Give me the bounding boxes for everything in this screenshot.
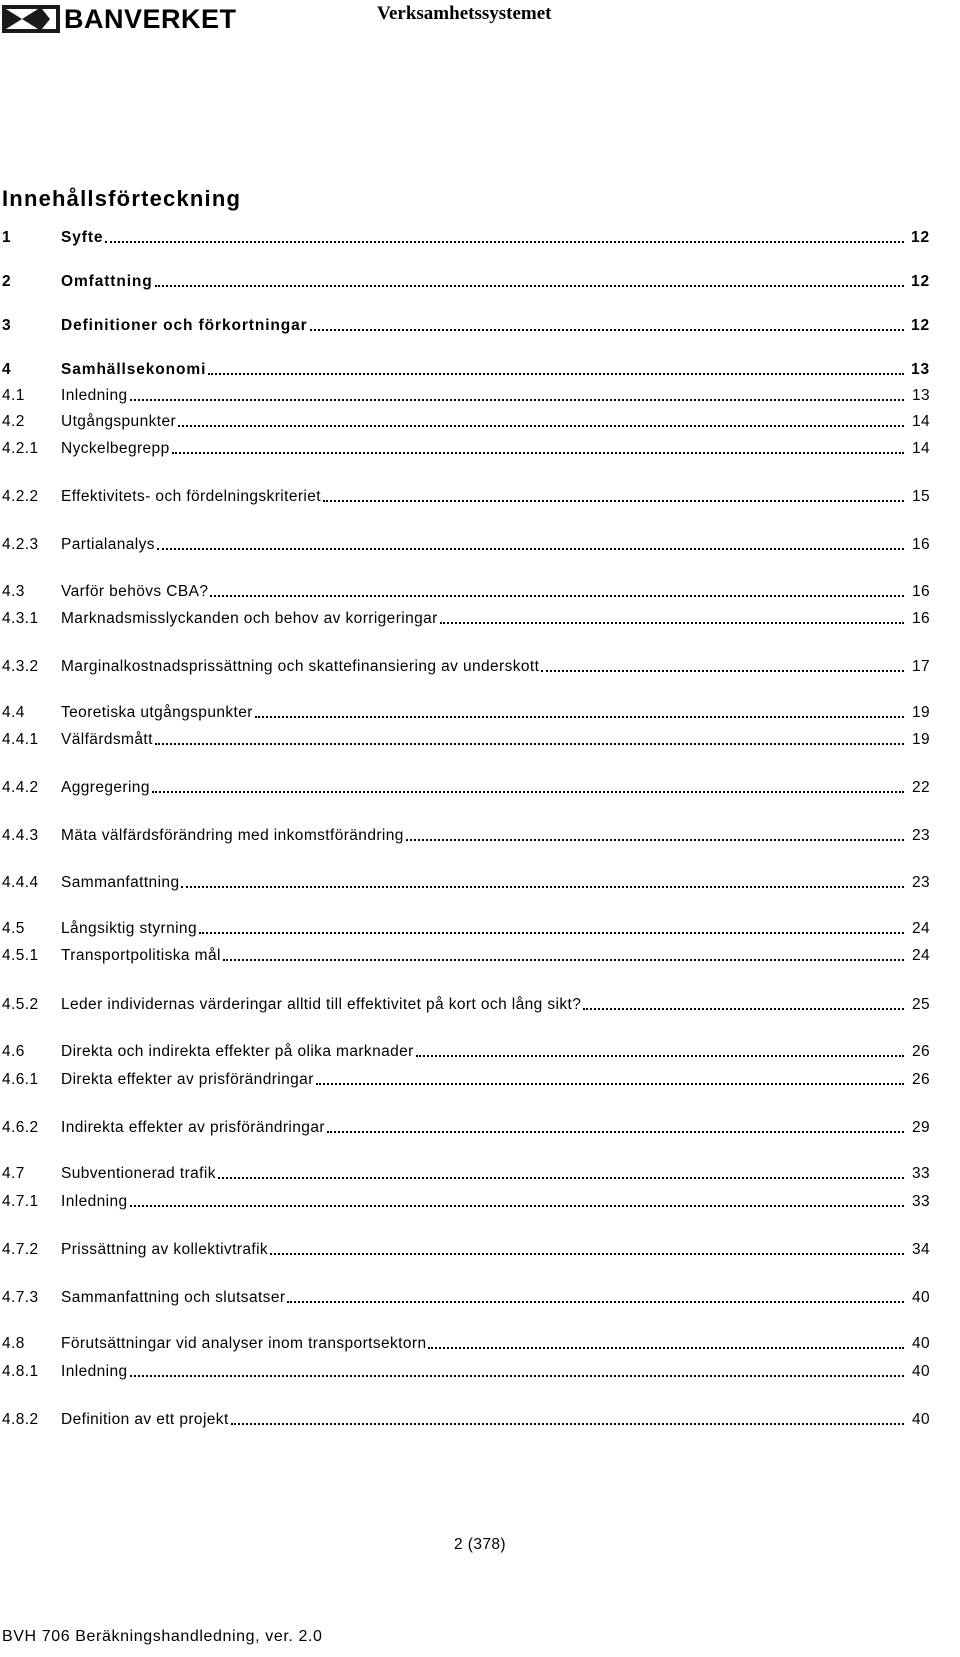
toc-dot-leader — [327, 1131, 904, 1133]
toc-entry-number: 4.6 — [2, 1043, 25, 1060]
toc-entry-title: Marginalkostnadsprissättning och skattefinansiering av underskott — [61, 658, 540, 675]
toc-entry-number: 4.6.1 — [2, 1071, 39, 1088]
toc-entry[interactable] — [2, 1332, 930, 1354]
toc-entry-title: Aggregering — [61, 779, 150, 796]
toc-entry-title: Transportpolitiska mål — [61, 947, 221, 964]
toc-entry-number: 4.2.2 — [2, 488, 39, 505]
toc-entry-page: 40 — [911, 1363, 930, 1380]
page-number: 2 (378) — [454, 1536, 506, 1553]
toc-entry-page: 12 — [910, 229, 930, 246]
toc-dot-leader — [316, 1083, 904, 1085]
toc-entry-title: Indirekta effekter av prisförändringar — [61, 1119, 325, 1136]
toc-entry-page: 13 — [911, 387, 930, 404]
toc-entry-number: 4 — [2, 361, 12, 378]
toc-entry-number: 4.7.3 — [2, 1289, 39, 1306]
toc-dot-leader — [583, 1008, 904, 1010]
toc-entry[interactable] — [2, 655, 930, 677]
toc-entry[interactable] — [2, 871, 930, 893]
document-footer: BVH 706 Beräkningshandledning, ver. 2.0 — [2, 1628, 323, 1645]
toc-dot-leader — [406, 839, 904, 841]
toc-entry[interactable] — [2, 580, 930, 602]
toc-entry-page: 16 — [911, 536, 930, 553]
toc-entry-title: Samhällsekonomi — [61, 361, 207, 378]
toc-entry-page: 15 — [911, 488, 930, 505]
toc-entry-title: Mäta välfärdsförändring med inkomstförändring — [61, 827, 404, 844]
toc-entry-page: 12 — [910, 273, 930, 290]
toc-entry-title: Varför behövs CBA? — [61, 583, 209, 600]
toc-dot-leader — [130, 1205, 904, 1207]
toc-entry-page: 22 — [911, 779, 930, 796]
toc-entry-title: Sammanfattning och slutsatser — [61, 1289, 286, 1306]
toc-dot-leader — [181, 886, 904, 888]
toc-entry-number: 4.7.1 — [2, 1193, 39, 1210]
toc-entry-number: 4.1 — [2, 387, 25, 404]
toc-entry-number: 4.7 — [2, 1165, 25, 1182]
toc-entry-page: 19 — [911, 731, 930, 748]
toc-entry-page: 26 — [911, 1071, 930, 1088]
toc-entry-title: Direkta effekter av prisförändringar — [61, 1071, 314, 1088]
toc-dot-leader — [130, 1375, 904, 1377]
toc-entry[interactable] — [2, 1116, 930, 1138]
toc-entry[interactable] — [2, 437, 930, 459]
toc-entry-title: Effektivitets- och fördelningskriteriet — [61, 488, 321, 505]
toc-entry-number: 4.4.1 — [2, 731, 39, 748]
toc-entry[interactable] — [2, 824, 930, 846]
toc-entry-number: 4.4 — [2, 704, 25, 721]
toc-entry-page: 40 — [911, 1411, 930, 1428]
toc-entry[interactable] — [2, 314, 930, 336]
toc-entry-number: 4.8 — [2, 1335, 25, 1352]
toc-heading: Innehållsförteckning — [2, 186, 242, 211]
toc-entry-title: Utgångspunkter — [61, 413, 177, 430]
toc-dot-leader — [208, 373, 904, 375]
toc-entry[interactable] — [2, 485, 930, 507]
toc-entry-number: 4.5.2 — [2, 996, 39, 1013]
banverket-logo-icon — [2, 3, 60, 35]
toc-entry-title: Omfattning — [61, 273, 153, 290]
toc-entry-number: 4.4.2 — [2, 779, 39, 796]
toc-dot-leader — [223, 959, 904, 961]
logo-text: BANVERKET — [64, 4, 237, 34]
toc-entry-page: 16 — [911, 583, 930, 600]
toc-entry-page: 40 — [911, 1335, 930, 1352]
toc-entry-page: 25 — [911, 996, 930, 1013]
toc-entry[interactable] — [2, 607, 930, 629]
toc-entry-title: Marknadsmisslyckanden och behov av korrigeringar — [61, 610, 438, 627]
toc-entry[interactable] — [2, 701, 930, 723]
toc-entry-title: Leder individernas värderingar alltid till effektivitet på kort och lång sikt? — [61, 996, 582, 1013]
toc-entry-page: 23 — [911, 827, 930, 844]
toc-entry[interactable] — [2, 410, 930, 432]
toc-entry-number: 4.2 — [2, 413, 25, 430]
toc-entry-title: Nyckelbegrepp — [61, 440, 170, 457]
toc-entry[interactable] — [2, 1286, 930, 1308]
toc-entry-title: Prissättning av kollektivtrafik — [61, 1241, 269, 1258]
toc-entry-page: 14 — [911, 413, 930, 430]
page-header — [0, 0, 960, 40]
toc-entry-number: 4.6.2 — [2, 1119, 39, 1136]
toc-entry-number: 4.8.1 — [2, 1363, 39, 1380]
toc-entry[interactable] — [2, 1162, 930, 1184]
toc-entry-page: 14 — [911, 440, 930, 457]
toc-dot-leader — [310, 329, 904, 331]
toc-entry-title: Direkta och indirekta effekter på olika marknader — [61, 1043, 414, 1060]
toc-dot-leader — [155, 743, 904, 745]
toc-entry-number: 4.8.2 — [2, 1411, 39, 1428]
toc-dot-leader — [218, 1177, 904, 1179]
toc-entry[interactable] — [2, 384, 930, 406]
toc-entry-page: 40 — [911, 1289, 930, 1306]
toc-entry-number: 3 — [2, 317, 12, 334]
toc-entry-page: 29 — [911, 1119, 930, 1136]
banverket-logo — [2, 2, 237, 36]
toc-dot-leader — [155, 285, 904, 287]
toc-entry[interactable] — [2, 270, 930, 292]
toc-dot-leader — [323, 500, 904, 502]
toc-entry[interactable] — [2, 917, 930, 939]
toc-entry-number: 4.3 — [2, 583, 25, 600]
toc-entry-number: 4.2.1 — [2, 440, 39, 457]
toc-entry-number: 4.4.3 — [2, 827, 39, 844]
toc-entry-title: Partialanalys — [61, 536, 155, 553]
toc-entry-page: 34 — [911, 1241, 930, 1258]
toc-entry-page: 17 — [911, 658, 930, 675]
toc-dot-leader — [255, 716, 904, 718]
toc-entry-title: Definitioner och förkortningar — [61, 317, 308, 334]
toc-entry-number: 4.3.2 — [2, 658, 39, 675]
toc-dot-leader — [130, 399, 904, 401]
toc-entry-title: Definition av ett projekt — [61, 1411, 229, 1428]
toc-dot-leader — [178, 425, 904, 427]
toc-dot-leader — [152, 791, 904, 793]
toc-dot-leader — [287, 1301, 904, 1303]
toc-entry-page: 19 — [911, 704, 930, 721]
toc-dot-leader — [157, 548, 904, 550]
toc-entry-page: 23 — [911, 874, 930, 891]
toc-entry-number: 4.2.3 — [2, 536, 39, 553]
toc-entry-title: Inledning — [61, 1193, 128, 1210]
toc-entry-page: 33 — [911, 1165, 930, 1182]
toc-entry-number: 1 — [2, 229, 12, 246]
toc-entry[interactable] — [2, 226, 930, 248]
toc-dot-leader — [440, 622, 904, 624]
toc-dot-leader — [428, 1347, 904, 1349]
toc-entry[interactable] — [2, 944, 930, 966]
toc-dot-leader — [172, 452, 904, 454]
toc-dot-leader — [210, 595, 904, 597]
toc-entry-page: 24 — [911, 920, 930, 937]
toc-entry-number: 4.3.1 — [2, 610, 39, 627]
toc-entry-title: Inledning — [61, 387, 128, 404]
toc-entry[interactable] — [2, 533, 930, 555]
toc-entry-page: 12 — [910, 317, 930, 334]
header-title: Verksamhetssystemet — [377, 3, 552, 24]
toc-entry-title: Inledning — [61, 1363, 128, 1380]
toc-entry-page: 24 — [911, 947, 930, 964]
toc-dot-leader — [270, 1253, 904, 1255]
toc-entry[interactable] — [2, 1408, 930, 1430]
toc-dot-leader — [416, 1055, 904, 1057]
toc-dot-leader — [199, 932, 904, 934]
toc-dot-leader — [231, 1423, 904, 1425]
toc-entry[interactable] — [2, 1040, 930, 1062]
toc-entry-title: Långsiktig styrning — [61, 920, 197, 937]
toc-entry-title: Sammanfattning — [61, 874, 180, 891]
toc-entry-number: 4.7.2 — [2, 1241, 39, 1258]
toc-entry-number: 2 — [2, 273, 12, 290]
toc-entry-page: 26 — [911, 1043, 930, 1060]
toc-dot-leader — [105, 241, 904, 243]
toc-entry-page: 16 — [911, 610, 930, 627]
toc-entry[interactable] — [2, 358, 930, 380]
toc-entry[interactable] — [2, 776, 930, 798]
toc-entry-title: Välfärdsmått — [61, 731, 153, 748]
toc-entry-title: Teoretiska utgångspunkter — [61, 704, 253, 721]
toc-entry[interactable] — [2, 1238, 930, 1260]
toc-entry-title: Förutsättningar vid analyser inom transportsektorn — [61, 1335, 427, 1352]
toc-entry-page: 33 — [911, 1193, 930, 1210]
toc-entry[interactable] — [2, 1068, 930, 1090]
toc-entry[interactable] — [2, 1190, 930, 1212]
toc-dot-leader — [541, 670, 904, 672]
toc-entry-number: 4.5.1 — [2, 947, 39, 964]
toc-entry-title: Syfte — [61, 229, 104, 246]
toc-entry[interactable] — [2, 728, 930, 750]
toc-entry-title: Subventionerad trafik — [61, 1165, 216, 1182]
toc-entry-number: 4.4.4 — [2, 874, 39, 891]
toc-entry[interactable] — [2, 993, 930, 1015]
toc-entry[interactable] — [2, 1360, 930, 1382]
toc-entry-page: 13 — [910, 361, 930, 378]
toc-entry-number: 4.5 — [2, 920, 25, 937]
